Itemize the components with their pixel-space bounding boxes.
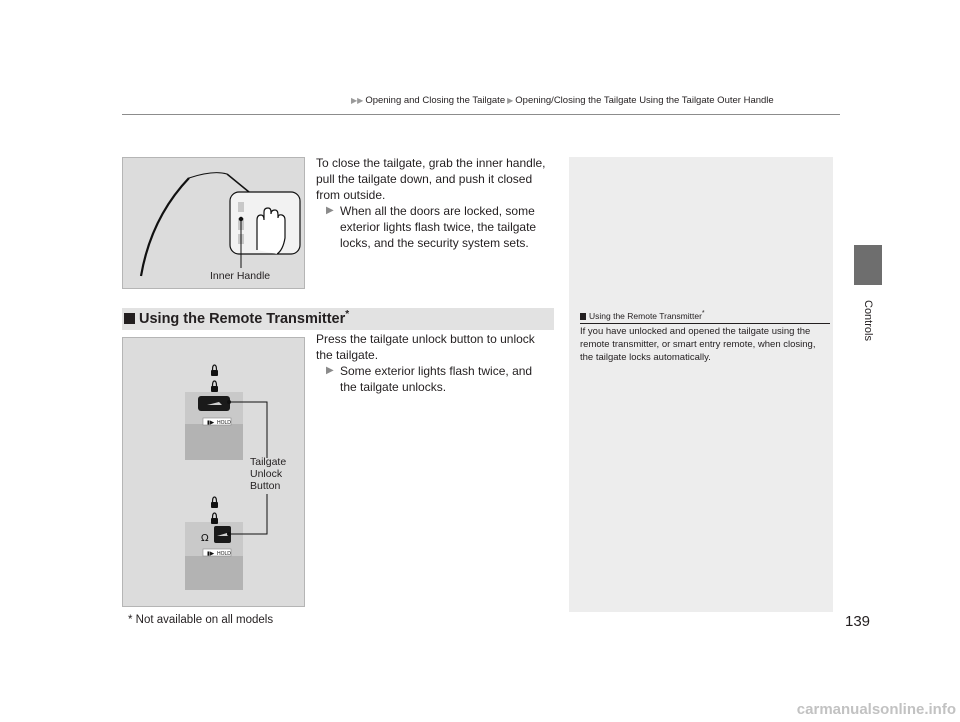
header-rule [122, 114, 840, 115]
section-square-icon [124, 313, 135, 324]
remote-instructions-text: Press the tailgate unlock button to unlock the tailgate. [316, 332, 535, 362]
breadcrumb [349, 95, 774, 106]
svg-text:Ω: Ω [201, 533, 209, 544]
notes-footnote-mark: * [701, 309, 705, 317]
section-heading [122, 308, 554, 330]
hold-button-label-2: HOLD [217, 551, 231, 557]
tailgate-unlock-button-label: Tailgate Unlock Button [250, 456, 287, 492]
inner-handle-label: Inner Handle [210, 270, 271, 282]
result-arrow-icon: ▶ [326, 365, 334, 376]
section-title: Using the Remote Transmitter [139, 310, 346, 327]
close-instructions [316, 155, 551, 251]
notes-heading: Using the Remote Transmitter* [580, 309, 830, 324]
close-result-bullet: ▶ When all the doors are locked, some exterior lights flash twice, the tailgate locks, and the security system sets. [326, 204, 537, 250]
inner-handle-illustration [123, 158, 304, 288]
side-tab-marker [854, 245, 882, 285]
notes-panel [569, 157, 833, 612]
footnote: * Not available on all models [128, 614, 274, 626]
remote-instructions [316, 331, 551, 395]
watermark: carmanualsonline.info [796, 701, 956, 718]
reference-icon [580, 313, 586, 320]
breadcrumb-part-2: Opening/Closing the Tailgate Using the Tailgate Outer Handle [515, 95, 774, 106]
side-tab-label: Controls [862, 300, 874, 341]
breadcrumb-arrow-icon: ▶ [507, 96, 514, 105]
remote-transmitter-figure [122, 337, 305, 607]
inner-handle-figure [122, 157, 305, 289]
svg-text:▮▶: ▮▶ [207, 420, 215, 426]
remote-result-bullet: ▶ Some exterior lights flash twice, and the tailgate unlocks. [326, 364, 533, 394]
notes-text: If you have unlocked and opened the tailgate using the remote transmitter, or smart entry remote, when closing, the tailgate locks automatically. [580, 326, 816, 363]
page-number: 139 [845, 613, 871, 630]
breadcrumb-arrow-icon: ▶▶ [351, 96, 364, 105]
hold-button-label: HOLD [217, 420, 231, 426]
section-footnote-mark: * [345, 309, 350, 320]
svg-text:▮▶: ▮▶ [207, 551, 215, 557]
result-arrow-icon: ▶ [326, 205, 334, 216]
close-instructions-text: To close the tailgate, grab the inner handle, pull the tailgate down, and push it closed from outside. [316, 156, 546, 202]
breadcrumb-part-1: Opening and Closing the Tailgate [365, 95, 506, 106]
